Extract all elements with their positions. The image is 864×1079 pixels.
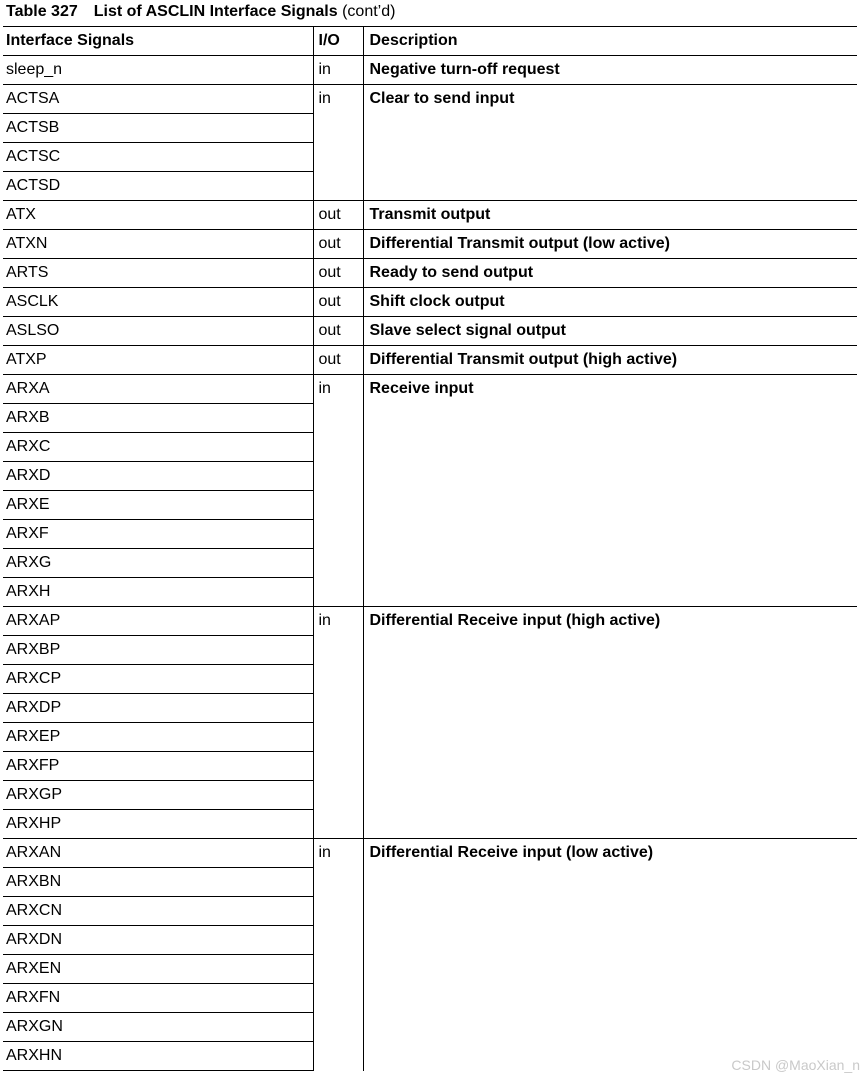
signal-name: ARXG xyxy=(3,549,313,578)
table-row xyxy=(3,201,857,230)
signal-name: ARXBN xyxy=(3,868,313,897)
signal-io: in xyxy=(313,375,363,607)
signal-io: out xyxy=(313,288,363,317)
signal-name: ASLSO xyxy=(3,317,313,346)
signal-io: out xyxy=(313,201,363,230)
table-row xyxy=(3,317,857,346)
signal-name: ATXP xyxy=(3,346,313,375)
header-interface-signals: Interface Signals xyxy=(3,27,313,56)
signal-io: in xyxy=(313,839,363,1071)
signal-name: ARXA xyxy=(3,375,313,404)
signal-name: ACTSB xyxy=(3,114,313,143)
signal-description: Shift clock output xyxy=(363,288,857,317)
signal-io: in xyxy=(313,56,363,85)
signal-name: ARXHP xyxy=(3,810,313,839)
signal-name: ARXFP xyxy=(3,752,313,781)
signal-description: Differential Receive input (high active) xyxy=(363,607,857,839)
table-row xyxy=(3,346,857,375)
table-row xyxy=(3,288,857,317)
signal-name: ARXAP xyxy=(3,607,313,636)
table-row xyxy=(3,56,857,85)
signal-name: ARTS xyxy=(3,259,313,288)
signal-name: ACTSC xyxy=(3,143,313,172)
header-io: I/O xyxy=(313,27,363,56)
signal-name: ARXD xyxy=(3,462,313,491)
table-row xyxy=(3,607,857,636)
table-header-row xyxy=(3,27,857,56)
table-row xyxy=(3,230,857,259)
table-caption xyxy=(6,1,395,23)
signal-name: ARXDP xyxy=(3,694,313,723)
signal-name: ARXDN xyxy=(3,926,313,955)
signal-description: Clear to send input xyxy=(363,85,857,201)
signal-name: ARXH xyxy=(3,578,313,607)
table-row xyxy=(3,375,857,404)
signal-name: ACTSD xyxy=(3,172,313,201)
signal-name: ATXN xyxy=(3,230,313,259)
signal-description: Differential Receive input (low active) xyxy=(363,839,857,1071)
signal-description: Differential Transmit output (low active) xyxy=(363,230,857,259)
table-row xyxy=(3,85,857,114)
table-row xyxy=(3,259,857,288)
signal-name: ARXAN xyxy=(3,839,313,868)
signal-name: ATX xyxy=(3,201,313,230)
signal-description: Ready to send output xyxy=(363,259,857,288)
table-body xyxy=(3,56,857,1071)
table-number: Table 327 xyxy=(6,3,78,20)
signal-name: ASCLK xyxy=(3,288,313,317)
signal-name: ARXE xyxy=(3,491,313,520)
signal-io: out xyxy=(313,230,363,259)
signal-description: Transmit output xyxy=(363,201,857,230)
signal-name: ARXHN xyxy=(3,1042,313,1071)
signal-description: Differential Transmit output (high active) xyxy=(363,346,857,375)
header-description: Description xyxy=(363,27,857,56)
table-row xyxy=(3,839,857,868)
signal-name: ARXC xyxy=(3,433,313,462)
signal-name: sleep_n xyxy=(3,56,313,85)
signal-name: ARXEP xyxy=(3,723,313,752)
signal-name: ARXB xyxy=(3,404,313,433)
signal-name: ARXCP xyxy=(3,665,313,694)
signal-name: ARXF xyxy=(3,520,313,549)
table-continued-label: (cont’d) xyxy=(342,3,396,20)
signal-io: out xyxy=(313,259,363,288)
table-title: List of ASCLIN Interface Signals xyxy=(93,3,338,20)
signal-name: ARXGP xyxy=(3,781,313,810)
signal-io: in xyxy=(313,85,363,201)
signals-table xyxy=(3,26,857,1071)
signal-description: Receive input xyxy=(363,375,857,607)
signal-io: out xyxy=(313,346,363,375)
signal-name: ACTSA xyxy=(3,85,313,114)
signal-name: ARXEN xyxy=(3,955,313,984)
signal-name: ARXGN xyxy=(3,1013,313,1042)
watermark: CSDN @MaoXian_n xyxy=(731,1057,860,1073)
signal-name: ARXFN xyxy=(3,984,313,1013)
signal-description: Slave select signal output xyxy=(363,317,857,346)
signal-io: out xyxy=(313,317,363,346)
signal-description: Negative turn-off request xyxy=(363,56,857,85)
signal-name: ARXBP xyxy=(3,636,313,665)
signal-name: ARXCN xyxy=(3,897,313,926)
signal-io: in xyxy=(313,607,363,839)
